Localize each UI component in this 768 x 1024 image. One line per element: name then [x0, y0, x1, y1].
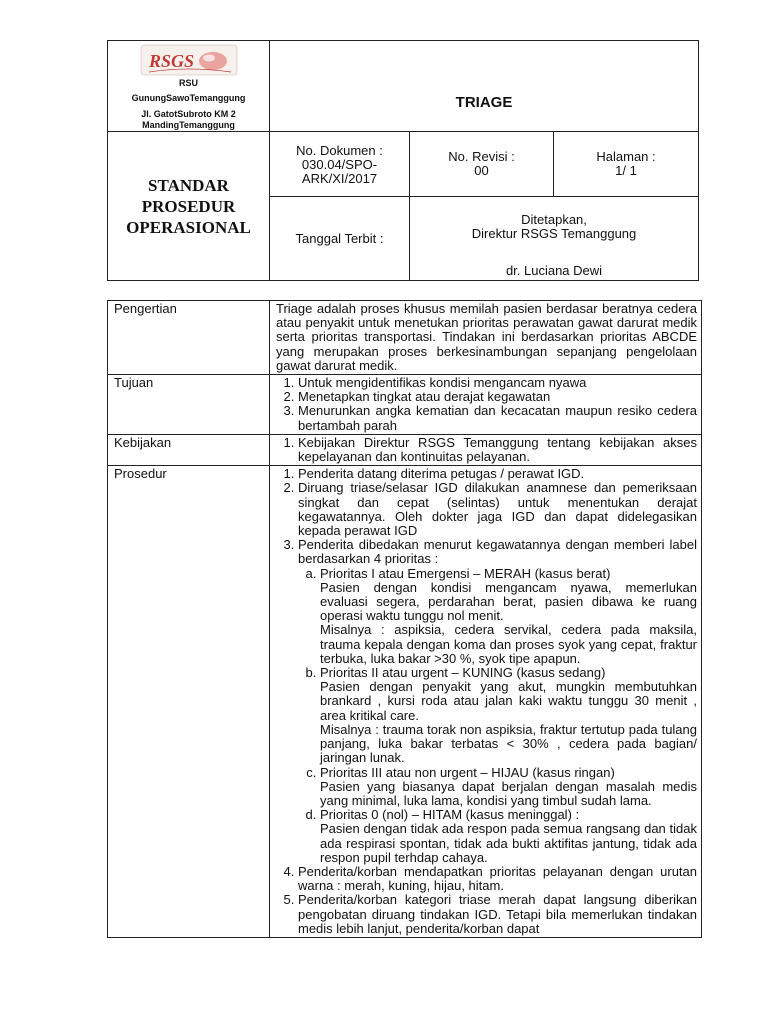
approver-name: dr. Luciana Dewi — [505, 263, 603, 278]
priority-list — [298, 567, 697, 865]
hospital-address-line-2: MandingTemanggung — [142, 120, 235, 130]
list-item: 1. Penderita datang diterima petugas / perawat IGD. — [298, 467, 697, 481]
priority-green — [320, 766, 697, 809]
hospital-address-line-1: Jl. GatotSubroto KM 2 — [141, 109, 236, 119]
page-cell — [554, 132, 699, 197]
section-label: Prosedur — [108, 466, 270, 938]
revision-cell — [410, 132, 554, 197]
priority-red — [320, 567, 697, 666]
list-item: 2. Menetapkan tingkat atau derajat kegawatan — [298, 390, 697, 404]
document-number-line-1: 030.04/SPO- — [301, 157, 378, 172]
list-item: 4. Penderita/korban mendapatkan prioritas pelayanan dengan urutan warna : merah, kuning, hijau, hitam. — [298, 865, 697, 893]
logo-wordmark: RSGS — [148, 51, 194, 71]
priority-title: c. Prioritas III atau non urgent – HIJAU (kasus ringan) — [320, 764, 615, 780]
document-title: TRIAGE — [270, 41, 699, 132]
tujuan-list — [276, 376, 697, 433]
priority-description: Pasien yang biasanya dapat berjalan dengan masalah medis yang minimal, luka lama, kondisi yang timbul sudah lama. — [320, 778, 697, 808]
priority-title: b. Prioritas II atau urgent – KUNING (kasus sedang) — [320, 665, 606, 681]
pengertian-text: Triage adalah proses khusus memilah pasien berdasar beratnya cedera atau penyakit untuk menetukan prioritas perawatan gawat darurat medik serta prioritas transportasi. Tindakan ini berdasarkan prioritas ABCDE yang merupakan proses berkesinambungan sepanjang pengelolaan gawat darurat medik. — [270, 301, 702, 375]
priority-title: d. Prioritas 0 (nol) – HITAM (kasus meninggal) : — [320, 807, 580, 823]
section-kebijakan — [108, 434, 702, 465]
prosedur-list — [276, 467, 697, 936]
section-label: Tujuan — [108, 375, 270, 435]
kebijakan-list — [276, 436, 697, 464]
section-pengertian — [108, 301, 702, 375]
section-label: Pengertian — [108, 301, 270, 375]
priority-description: Pasien dengan penyakit yang akut, mungkin membutuhkan brankard , kursi roda atau jalan kaki waktu tunggu 30 menit , area kritikal care. — [320, 679, 697, 723]
sop-line-3: OPERASIONAL — [126, 217, 251, 237]
priority-example: Misalnya : trauma torak non aspiksia, fraktur tertutup pada tulang panjang, luka bakar terbatas < 30% , cedera pada bagian/ jaringan lunak. — [320, 721, 697, 766]
priority-title: a. Prioritas I atau Emergensi – MERAH (kasus berat) — [320, 565, 611, 581]
list-item: 1. Untuk mengidentifikas kondisi mengancam nyawa — [298, 376, 697, 390]
section-label: Kebijakan — [108, 434, 270, 465]
issue-date-label: Tanggal Terbit : — [270, 197, 410, 281]
approval-cell — [410, 197, 699, 281]
revision-value: 00 — [474, 163, 489, 178]
document-number-label: No. Dokumen : — [296, 143, 383, 158]
document-number-cell — [270, 132, 410, 197]
hospital-identity — [108, 41, 270, 132]
priority-yellow — [320, 666, 697, 765]
section-prosedur — [108, 466, 702, 938]
approval-label: Ditetapkan, — [521, 212, 587, 227]
priority-example: Misalnya : aspiksia, cedera servikal, cedera pada maksila, trauma kepala dengan koma dan proses syok yang cepat, fraktur terbuka, luka bakar >30 %, syok tipe apapun. — [320, 622, 697, 666]
list-item — [298, 538, 697, 865]
list-item: 2. Diruang triase/selasar IGD dilakukan anamnese dan pemeriksaan singkat dan cepat (selintas) untuk menentukan derajat kegawatannya. Oleh dokter jaga IGD dan dapat didelegasikan kepada perawat IGD — [298, 481, 697, 538]
priority-black — [320, 808, 697, 865]
approver-title: Direktur RSGS Temanggung — [471, 226, 637, 241]
priority-description: Pasien dengan kondisi mengancam nyawa, memerlukan evaluasi segera, perdarahan berat, pasien dibawa ke ruang operasi waktu tunggu nol menit. — [320, 579, 697, 624]
document-number-line-2: ARK/XI/2017 — [301, 171, 378, 186]
sop-line-1: STANDAR — [148, 175, 229, 195]
list-item: 3. Menurunkan angka kematian dan kecacatan maupun resiko cedera bertambah parah — [298, 404, 697, 432]
sop-label — [108, 132, 270, 281]
step-3-text: Penderita dibedakan menurut kegawatannya dengan memberi label berdasarkan 4 prioritas : — [298, 537, 697, 567]
page-value: 1/ 1 — [615, 163, 637, 178]
sop-line-2: PROSEDUR — [141, 196, 236, 216]
revision-label: No. Revisi : — [448, 149, 515, 164]
section-tujuan — [108, 375, 702, 435]
hospital-name: GunungSawoTemanggung — [131, 93, 246, 103]
hospital-logo — [139, 43, 239, 77]
document-header — [107, 40, 699, 281]
sop-content-table — [107, 300, 702, 938]
hospital-type: RSU — [178, 78, 198, 88]
priority-description: Pasien dengan tidak ada respon pada semua rangsang dan tidak ada respirasi spontan, tidak ada bukti aktifitas jantung, tidak ada respon pupil terhdap cahaya. — [320, 821, 697, 865]
list-item: 1. Kebijakan Direktur RSGS Temanggung tentang kebijakan akses kepelayanan dan kontinuitas pelayanan. — [298, 436, 697, 464]
page-label: Halaman : — [596, 149, 656, 164]
list-item: 5. Penderita/korban kategori triase merah dapat langsung diberikan pengobatan diruang tindakan IGD. Tetapi bila memerlukan tindakan medis lebih lanjut, penderita/korban dapat — [298, 893, 697, 936]
